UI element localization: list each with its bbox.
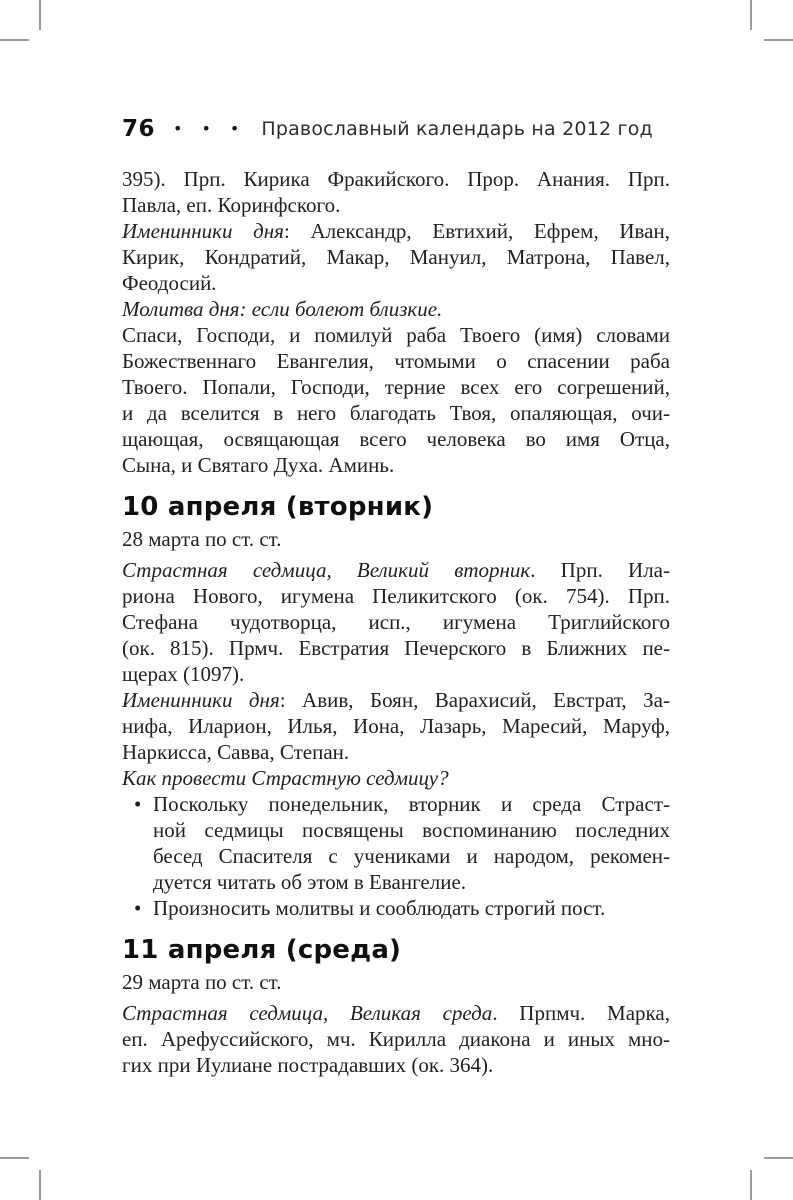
text-line [122, 609, 670, 635]
italic-text: Как провести Страстную седмицу? [122, 766, 449, 790]
text-line [122, 400, 670, 426]
body-text: Сына, и Святаго Духа. Аминь. [122, 453, 395, 477]
body-text: риона Нового, игумена Пеликитского (ок. 754). Прп. [122, 584, 670, 608]
text-line [122, 765, 670, 791]
text-line [122, 452, 670, 478]
text-line [122, 1026, 670, 1052]
body-text: Спаси, Господи, и помилуй раба Твоего (имя) словами [122, 323, 670, 347]
crop-mark-top-right-horizontal [764, 39, 793, 41]
old-style-date: 29 марта по ст. ст. [122, 970, 282, 994]
date-heading: 10 апреля (вторник) [122, 492, 434, 522]
body-text: : Александр, Евтихий, Ефрем, Иван, [283, 219, 670, 243]
italic-text: Страстная седмица, Великая среда [122, 1001, 493, 1025]
body-text: : Авив, Боян, Варахисий, Евстрат, За- [279, 688, 670, 712]
text-line [122, 713, 670, 739]
body-text: Стефана чудотворца, исп., игумена Триглийского [122, 610, 670, 634]
text-line [122, 322, 670, 348]
text-line [122, 1052, 670, 1078]
crop-mark-top-right-vertical [750, 0, 752, 30]
body-text: Твоего. Попали, Господи, терние всех его согрешений, [122, 375, 670, 399]
body-text: 395). Прп. Кирика Фракийского. Прор. Анания. Прп. [122, 167, 670, 191]
text-line [122, 1000, 670, 1026]
body-text: дуется читать об этом в Евангелие. [153, 870, 467, 894]
crop-mark-top-left-horizontal [0, 39, 29, 41]
text-line [153, 869, 670, 895]
body-text: и да вселится в него благодать Твоя, опаляющая, очи- [122, 401, 670, 425]
text-line [153, 817, 670, 843]
text-line [122, 270, 670, 296]
bullet-list [122, 791, 670, 921]
body-text: еп. Арефуссийского, мч. Кирилла диакона и иных мно- [122, 1027, 670, 1051]
body-text: Наркисса, Савва, Степан. [122, 740, 350, 764]
text-line [122, 244, 670, 270]
body-text: . Прпмч. Марка, [492, 1001, 670, 1025]
text-line [122, 557, 670, 583]
old-style-date: 28 марта по ст. ст. [122, 527, 282, 551]
body-text: нифа, Иларион, Илья, Иона, Лазарь, Маресий, Маруф, [122, 714, 670, 738]
body-text: . Прп. Ила- [530, 558, 670, 582]
text-line [153, 895, 670, 921]
crop-mark-top-left-vertical [39, 0, 41, 30]
text-line [153, 843, 670, 869]
paragraph [122, 1000, 670, 1078]
text-line [122, 218, 670, 244]
body-text: (ок. 815). Прмч. Евстратия Печерского в Ближних пе- [122, 636, 670, 660]
paragraph [122, 687, 670, 765]
book-title: Православный календарь на 2012 год [261, 118, 653, 140]
bullet-icon: • [134, 792, 142, 816]
italic-text: Молитва дня: если болеют близкие. [122, 297, 443, 321]
date-heading: 11 апреля (среда) [122, 935, 402, 965]
body-text: Поскольку понедельник, вторник и среда Страст- [153, 792, 670, 816]
body-text: Божественнаго Евангелия, чтомыми о спасении раба [122, 349, 670, 373]
body-text: Павла, еп. Коринфского. [122, 193, 341, 217]
body-text: ной седмицы посвящены воспоминанию последних [153, 818, 670, 842]
body-text: гих при Иулиане пострадавших (ок. 364). [122, 1053, 494, 1077]
paragraph [122, 296, 670, 322]
text-line [122, 635, 670, 661]
crop-mark-bottom-left-horizontal [0, 1157, 29, 1159]
text-line [122, 374, 670, 400]
crop-mark-bottom-right-horizontal [764, 1157, 793, 1159]
text-line [122, 687, 670, 713]
page-body-text [122, 166, 670, 1078]
bullet-icon: • [134, 896, 142, 920]
paragraph [122, 557, 670, 687]
italic-text: Именинники дня [122, 688, 280, 712]
page-number: 76 [122, 116, 156, 142]
list-item [122, 791, 670, 895]
body-text: щающая, освящающая всего человека во имя Отца, [122, 427, 670, 451]
italic-text: Страстная седмица, Великий вторник [122, 558, 531, 582]
text-line [122, 348, 670, 374]
running-header [122, 115, 682, 143]
text-line [122, 661, 670, 687]
text-line [153, 791, 670, 817]
crop-mark-bottom-right-vertical [750, 1170, 752, 1200]
text-line [122, 192, 670, 218]
italic-text: Именинники дня [122, 219, 284, 243]
paragraph [122, 765, 670, 791]
text-line [122, 426, 670, 452]
text-line [122, 166, 670, 192]
body-text: Феодосий. [122, 271, 217, 295]
text-line [122, 583, 670, 609]
body-text: бесед Спасителя с учениками и народом, рекомен- [153, 844, 670, 868]
body-text: Произносить молитвы и сооблюдать строгий пост. [153, 896, 606, 920]
text-line [122, 739, 670, 765]
body-text: Кирик, Кондратий, Макар, Мануил, Матрона, Павел, [122, 245, 670, 269]
crop-mark-bottom-left-vertical [39, 1170, 41, 1200]
text-line [122, 296, 670, 322]
body-text: щерах (1097). [122, 662, 245, 686]
paragraph [122, 218, 670, 296]
separator-dots-icon: ••• [173, 118, 259, 138]
list-item [122, 895, 670, 921]
paragraph [122, 322, 670, 478]
paragraph [122, 166, 670, 218]
